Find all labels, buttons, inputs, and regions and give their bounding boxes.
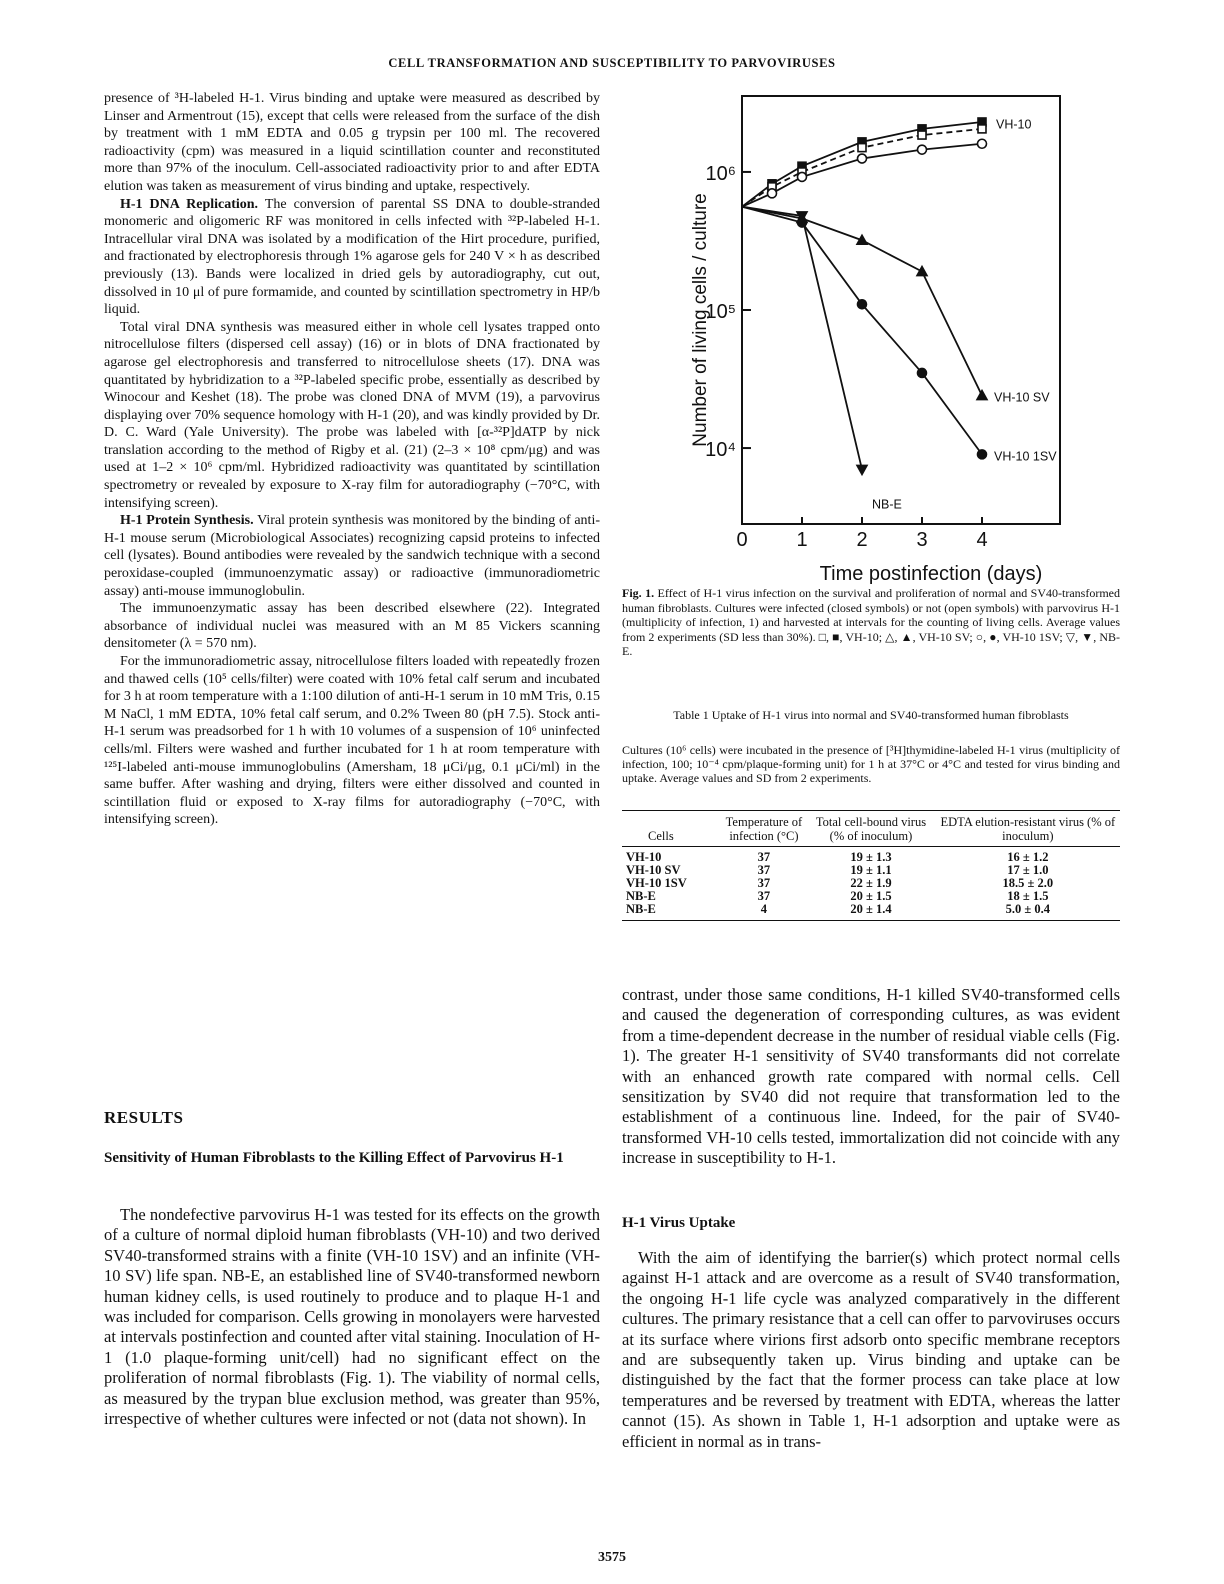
x-tick-label: 1 — [796, 529, 808, 551]
data-point — [918, 131, 926, 139]
data-point — [978, 125, 986, 133]
results-paragraph-column — [104, 1205, 600, 1429]
y-axis-label: Number of living cells / culture — [690, 193, 711, 447]
data-point — [977, 391, 987, 400]
running-head: CELL TRANSFORMATION AND SUSCEPTIBILITY TO PARVOVIRUSES — [388, 56, 836, 70]
methods-paragraph-text: The conversion of parental SS DNA to double-stranded monomeric and oligomeric RF was monitored in cells infected with ³²P-labeled H-1. Intracellular viral DNA was isolated by a modification of the Hirt procedure, purified, and fractionated by electrophoresis through 1% agarose gels for 240 V × h as described previously (13). Bands were localized in dried gels by autoradiography, cut out, dissolved in 10 μl of pure formamide, and counted by scintillation spectrometry in HP/b liquid. — [104, 196, 600, 318]
data-point — [858, 300, 867, 309]
figure-caption — [622, 586, 1120, 659]
data-point — [798, 172, 807, 181]
data-point — [918, 145, 927, 154]
uptake-heading: H-1 Virus Uptake — [622, 1215, 736, 1231]
y-tick-label: 10⁴ — [705, 439, 736, 462]
y-tick-label: 10⁶ — [705, 162, 736, 185]
methods-paragraph — [104, 196, 600, 319]
table-cell: 37 — [757, 889, 771, 903]
table-cell: VH-10 SV — [626, 863, 681, 877]
x-tick-label: 3 — [916, 529, 928, 551]
page-number: 3575 — [598, 1550, 626, 1565]
data-point — [858, 144, 866, 152]
methods-paragraph-lead: H-1 DNA Replication. — [120, 196, 259, 212]
chart-labels — [690, 117, 1057, 585]
table-cell: 5.0 ± 0.4 — [936, 903, 1120, 921]
x-tick-label: 0 — [736, 529, 748, 551]
table-cell: 18 ± 1.5 — [1007, 889, 1049, 903]
table-cell: 37 — [757, 876, 771, 890]
data-point — [768, 189, 777, 198]
data-point — [857, 465, 867, 474]
table-cell: 37 — [757, 850, 771, 864]
data-point — [978, 139, 987, 148]
methods-paragraph-text: Total viral DNA synthesis was measured either in whole cell lysates trapped onto nitrocellulose filters (dispersed cell assay) (16) or in blots of DNA fractionated by agarose gel electrophoresis and transferred to nitrocellulose sheets (17). DNA was quantitated by hybridization to a ³²P-labeled specific probe, essentially as described by Winocour and Keshet (18). The probe was cloned DNA of MVM (19), a parvovirus displaying over 70% sequence homology with H-1 (20), and was kindly provided by Dr. D. C. Ward (Yale University). The probe was labeled with [α-³²P]dATP by nick translation according to the method of Rigby et al. (21) (2–3 × 10⁸ cpm/μg) and was used at 1–2 × 10⁶ cpm/ml. Hybridized radioactivity was quantitated by scintillation spectrometry or revealed by exposure to X-ray film for autoradiography (−70°C, with intensifying screen). — [104, 319, 600, 511]
series-annotation: VH-10 1SV — [994, 449, 1057, 464]
table-note: Cultures (10⁶ cells) were incubated in the presence of [³H]thymidine-labeled H-1 virus (multiplicity of infection, 100; 10⁻⁴ cpm/plaque-forming unit) for 1 h at 37°C or 4°C and tested for virus binding and uptake. Average values and SD from 2 experiments. — [622, 743, 1120, 786]
chart-series — [742, 118, 987, 474]
x-tick-label: 4 — [976, 529, 988, 551]
table-header-total-bound: Total cell-bound virus (% of inoculum) — [806, 813, 935, 847]
series-annotation: VH-10 SV — [994, 390, 1050, 405]
table-cell: 4 — [722, 903, 807, 921]
results-subheading: Sensitivity of Human Fibroblasts to the Killing Effect of Parvovirus H-1 — [104, 1150, 564, 1166]
table-body — [622, 847, 1120, 921]
table-header-edta-resistant: EDTA elution-resistant virus (% of inoculum) — [936, 813, 1120, 847]
uptake-column — [622, 1248, 1120, 1452]
table-cell: 22 ± 1.9 — [850, 876, 892, 890]
x-tick-label: 2 — [856, 529, 868, 551]
methods-paragraph — [104, 90, 600, 196]
methods-paragraph-text: The immunoenzymatic assay has been described elsewhere (22). Integrated absorbance of individual nuclei was measured with an M 85 Vickers scanning densitometer (λ = 570 nm). — [104, 601, 600, 652]
results-continued-paragraph: contrast, under those same conditions, H-1 killed SV40-transformed cells and caused the degeneration of corresponding cultures, as was evident from a time-dependent decrease in the number of residual viable cells (Fig. 1). The greater H-1 sensitivity of SV40 transformants did not correlate with an enhanced growth rate compared with normal cells. Cell sensitization by SV40 did not require that transformation led to the establishment of a continuous line. Indeed, for the pair of SV40-transformed VH-10 cells tested, immortalization did not coincide with any increase in susceptibility to H-1. — [622, 985, 1120, 1168]
methods-column — [104, 90, 600, 829]
table-cell: 19 ± 1.1 — [850, 863, 892, 877]
table-cell: 20 ± 1.5 — [850, 889, 892, 903]
methods-paragraph-lead: H-1 Protein Synthesis. — [120, 513, 254, 529]
figure-1-chart — [620, 86, 1100, 586]
data-point — [918, 368, 927, 377]
table-row — [622, 903, 1120, 921]
table-row — [622, 847, 1120, 865]
table-cell: 18.5 ± 2.0 — [1002, 876, 1054, 890]
data-point — [917, 267, 927, 276]
series-line — [742, 122, 982, 207]
figure-caption-text: Effect of H-1 virus infection on the survival and proliferation of normal and SV40-transformed human fibroblasts. Cultures were infected (closed symbols) or not (open symbols) with parvovirus H-1 (multiplicity of infection, 1) and harvested at intervals for the counting of living cells. Average values from 2 experiments (SD less than 30%). □, ■, VH-10; △, ▲, VH-10 SV; ○, ●, VH-10 1SV; ▽, ▼, NB-E. — [622, 586, 1120, 659]
methods-paragraph — [104, 600, 600, 653]
x-axis-label: Time postinfection (days) — [819, 563, 1043, 585]
data-point — [858, 154, 867, 163]
methods-paragraph — [104, 512, 600, 600]
results-heading: RESULTS — [104, 1108, 184, 1127]
table-cell: NB-E — [626, 889, 656, 903]
data-point — [978, 450, 987, 459]
table-cell: VH-10 — [626, 850, 662, 864]
series-line — [742, 144, 982, 207]
methods-paragraph-text: presence of ³H-labeled H-1. Virus binding and uptake were measured as described by Linser and Armentrout (15), except that cells were released from the surface of the dish by treatment with 1 mM EDTA and 0.05 g trypsin per 100 ml. The recovered radioactivity (cpm) was measured in a liquid scintillation counter and reconstituted more than 97% of the inoculum. Cell-associated radioactivity prior to and after EDTA elution was taken as measurement of virus binding and uptake, respectively. — [104, 91, 600, 194]
uptake-paragraph: With the aim of identifying the barrier(s) which protect normal cells against H-1 attack and are overcome as a result of SV40 transformation, the ongoing H-1 life cycle was analyzed comparatively in the different cultures. The primary resistance that a cell can offer to parvoviruses occurs at its surface where virions first adsorb onto specific membrane receptors and are subsequently taken up. Virus binding and uptake can be distinguished by the fact that the former process can take place at low temperatures and be reversed by treatment with EDTA, whereas the latter cannot (15). As shown in Table 1, H-1 adsorption and uptake were as efficient in normal as in trans- — [622, 1248, 1120, 1451]
figure-caption-label: Fig. 1. — [622, 586, 655, 600]
methods-paragraph-text: For the immunoradiometric assay, nitrocellulose filters loaded with repeatedly frozen and thawed cells (10⁵ cells/filter) were coated with 10% fetal calf serum and incubated for 3 h at room temperature with a 1:100 dilution of anti-H-1 serum in 10 mM Tris, 0.15 M NaCl, 1 mM EDTA, 10% fetal calf serum, and 0.2% Tween 80 (pH 7.5). Stock anti-H-1 serum was preadsorbed for 1 h with 10 volumes of a suspension of 10⁶ uninfected cells/ml. Filters were washed and further incubated for 1 h at room temperature with ¹²⁵I-labeled anti-mouse immunoglobulins (Amersham, 18 μCi/μg, 0.1 μCi/ml) in the same buffer. After washing and drying, filters were either dissolved and counted in scintillation fluid or exposed to X-ray films for autoradiography (−70°C, with intensifying screen). — [104, 654, 600, 828]
table-cell: 20 ± 1.4 — [806, 903, 935, 921]
methods-paragraph — [104, 319, 600, 513]
table-cell: 16 ± 1.2 — [1007, 850, 1049, 864]
results-paragraph: The nondefective parvovirus H-1 was tested for its effects on the growth of a culture of normal diploid human fibroblasts (VH-10) and two derived SV40-transformed strains with a finite (VH-10 1SV) and an infinite (VH-10 SV) life span. NB-E, an established line of SV40-transformed newborn human kidney cells, is used routinely to produce and to plaque H-1 and was included for comparison. Cells growing in monolayers were harvested at intervals postinfection and counted after vital staining. Inoculation of H-1 (1.0 plaque-forming unit/cell) had no significant effect on the proliferation of normal fibroblasts (Fig. 1). The viability of normal cells, as measured by the trypan blue exclusion method, was greater than 95%, irrespective of whether cultures were infected or not (data not shown). In — [104, 1205, 600, 1429]
series-annotation: VH-10 — [996, 117, 1032, 132]
table-cell: 19 ± 1.3 — [850, 850, 892, 864]
table-cell: 17 ± 1.0 — [1007, 863, 1049, 877]
results-continued-column — [622, 985, 1120, 1169]
table-1 — [622, 810, 1120, 921]
series-line — [742, 207, 862, 470]
table-header-cells: Cells — [622, 813, 722, 847]
table-title: Table 1 Uptake of H-1 virus into normal and SV40-transformed human fibroblasts — [673, 708, 1069, 722]
table-cell: NB-E — [622, 903, 722, 921]
methods-paragraph-text: Viral protein synthesis was monitored by the binding of anti-H-1 mouse serum (Microbiological Associates) recognizing capsid proteins to infected cell (lysates). Bound antibodies were revealed by the sandwich technique with a second peroxidase-coupled (immunoenzymatic assay) or radioactive (immunoradiometric assay) anti-mouse immunoglobulin. — [104, 513, 601, 599]
table-cell: VH-10 1SV — [626, 876, 687, 890]
table-cell: 37 — [757, 863, 771, 877]
y-tick-label: 10⁵ — [705, 301, 736, 323]
methods-paragraph — [104, 653, 600, 829]
series-annotation: NB-E — [872, 497, 902, 512]
table-header-temperature: Temperature of infection (°C) — [722, 813, 807, 847]
